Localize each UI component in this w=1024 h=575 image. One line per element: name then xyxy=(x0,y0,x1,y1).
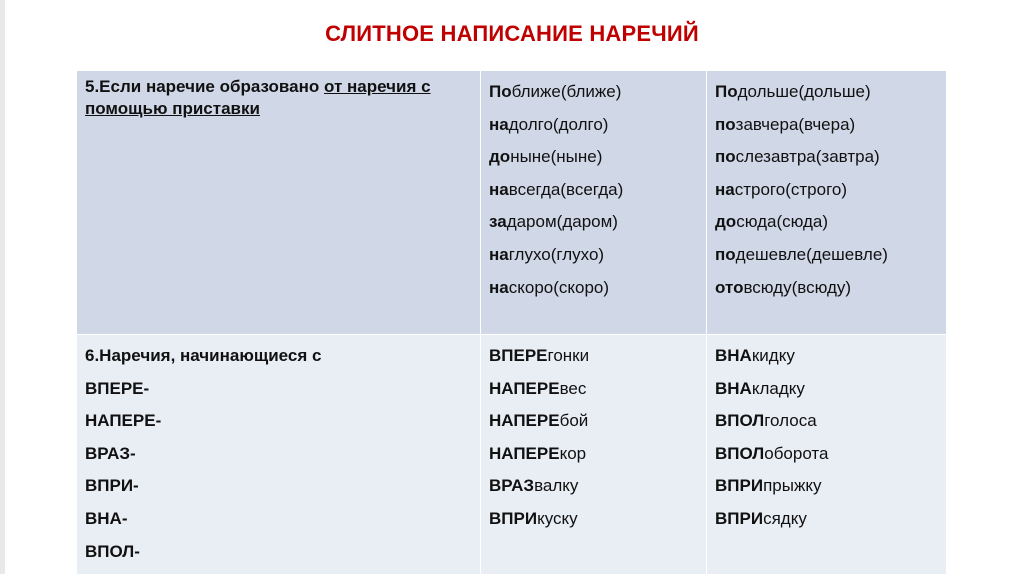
example-rest: валку xyxy=(534,476,579,496)
example-word xyxy=(715,239,938,272)
example-rest: кладку xyxy=(751,378,805,398)
example-rest: куску xyxy=(537,508,578,528)
example-word xyxy=(715,141,938,174)
example-rest: всюду(всюду) xyxy=(743,277,852,297)
example-prefix: ВРАЗ xyxy=(489,476,535,496)
rule-5-text-a: 5.Если наречие образовано xyxy=(85,77,324,96)
example-word xyxy=(489,206,698,239)
example-rest: глухо(глухо) xyxy=(508,244,605,264)
example-prefix: По xyxy=(715,82,738,101)
example-word xyxy=(715,470,938,503)
example-prefix: до xyxy=(715,212,737,232)
example-rest: даром(даром) xyxy=(506,212,618,232)
example-rest: строго(строго) xyxy=(734,179,848,199)
rule-5-text xyxy=(85,76,472,120)
example-word xyxy=(489,272,698,305)
example-rest: вес xyxy=(559,378,587,398)
example-rest: сядку xyxy=(763,508,807,528)
prefix-item: ВРАЗ- xyxy=(85,443,136,463)
example-rest: оборота xyxy=(764,443,829,463)
example-word xyxy=(489,141,698,174)
example-rest: кор xyxy=(559,443,587,463)
example-word-list xyxy=(715,340,938,536)
example-prefix: по xyxy=(715,244,736,264)
example-prefix: по xyxy=(715,114,736,134)
example-prefix: на xyxy=(489,179,509,199)
rule-5-description xyxy=(77,71,481,335)
example-word xyxy=(489,76,698,109)
example-rest: кидку xyxy=(751,346,795,365)
example-word xyxy=(715,272,938,305)
rule-5-examples-col-3 xyxy=(707,71,947,335)
example-prefix: ВНА xyxy=(715,346,752,365)
example-prefix: на xyxy=(715,179,735,199)
adverbs-table xyxy=(76,70,947,575)
example-word xyxy=(489,174,698,207)
prefix-item: ВНА- xyxy=(85,508,128,528)
example-word xyxy=(489,503,698,536)
example-rest: дольше(дольше) xyxy=(737,82,871,101)
example-prefix: НАПЕРЕ xyxy=(489,378,560,398)
example-word-list xyxy=(715,76,938,304)
example-word xyxy=(489,405,698,438)
example-prefix: По xyxy=(489,82,512,101)
example-word xyxy=(715,373,938,406)
example-rest: сюда(сюда) xyxy=(736,212,829,232)
example-rest: гонки xyxy=(547,346,590,365)
example-rest: дешевле(дешевле) xyxy=(735,244,888,264)
example-rest: скоро(скоро) xyxy=(508,277,610,297)
example-word xyxy=(489,438,698,471)
example-prefix: ВПРИ xyxy=(715,476,764,496)
example-prefix: ВПРИ xyxy=(489,508,538,528)
slide-edge-bar xyxy=(0,0,5,574)
example-word xyxy=(715,438,938,471)
example-prefix: по xyxy=(715,147,736,167)
rule-5-text-underlined: от наречия с помощью приставки xyxy=(85,77,431,118)
example-word xyxy=(715,76,938,109)
example-rest: всегда(всегда) xyxy=(508,179,624,199)
example-prefix: до xyxy=(489,147,511,167)
example-prefix: НАПЕРЕ xyxy=(489,443,560,463)
example-prefix: ВПОЛ xyxy=(715,443,765,463)
rule-6-examples-col-2 xyxy=(481,335,707,575)
example-word xyxy=(489,373,698,406)
example-rest: бой xyxy=(559,411,589,431)
example-word xyxy=(715,206,938,239)
example-prefix: НАПЕРЕ xyxy=(489,411,560,431)
example-word xyxy=(489,109,698,142)
example-word xyxy=(715,174,938,207)
example-prefix: ВПЕРЕ xyxy=(489,346,548,365)
example-rest: слезавтра(завтра) xyxy=(735,147,880,167)
rule-6-heading: 6.Наречия, начинающиеся с xyxy=(85,346,322,365)
example-prefix: за xyxy=(489,212,507,232)
example-rest: голоса xyxy=(764,411,817,431)
example-prefix: на xyxy=(489,244,509,264)
prefix-item: ВПРИ- xyxy=(85,476,139,496)
example-word xyxy=(715,109,938,142)
example-rest: ближе(ближе) xyxy=(511,82,622,101)
example-prefix: ВПОЛ xyxy=(715,411,765,431)
example-rest: долго(долго) xyxy=(508,114,609,134)
rule-5-examples-col-2 xyxy=(481,71,707,335)
example-word xyxy=(489,470,698,503)
example-word xyxy=(489,340,698,373)
example-word xyxy=(715,405,938,438)
rule-6-prefix-list xyxy=(85,340,472,568)
example-prefix: ВНА xyxy=(715,378,752,398)
example-word-list xyxy=(489,76,698,304)
prefix-item: ВПЕРЕ- xyxy=(85,378,150,398)
table-row-rule-5 xyxy=(77,71,947,335)
prefix-item: ВПОЛ- xyxy=(85,541,140,561)
rule-6-examples-col-3 xyxy=(707,335,947,575)
example-rest: прыжку xyxy=(763,476,822,496)
example-prefix: ВПРИ xyxy=(715,508,764,528)
example-prefix: на xyxy=(489,114,509,134)
example-word-list xyxy=(489,340,698,536)
prefix-item: НАПЕРЕ- xyxy=(85,411,162,431)
table-row-rule-6 xyxy=(77,335,947,575)
example-prefix: ото xyxy=(715,277,744,297)
example-rest: ныне(ныне) xyxy=(510,147,603,167)
example-rest: завчера(вчера) xyxy=(735,114,856,134)
example-word xyxy=(489,239,698,272)
example-word xyxy=(715,503,938,536)
example-word xyxy=(715,340,938,373)
example-prefix: на xyxy=(489,277,509,297)
page-title: СЛИТНОЕ НАПИСАНИЕ НАРЕЧИЙ xyxy=(325,21,699,46)
rule-6-description xyxy=(77,335,481,575)
